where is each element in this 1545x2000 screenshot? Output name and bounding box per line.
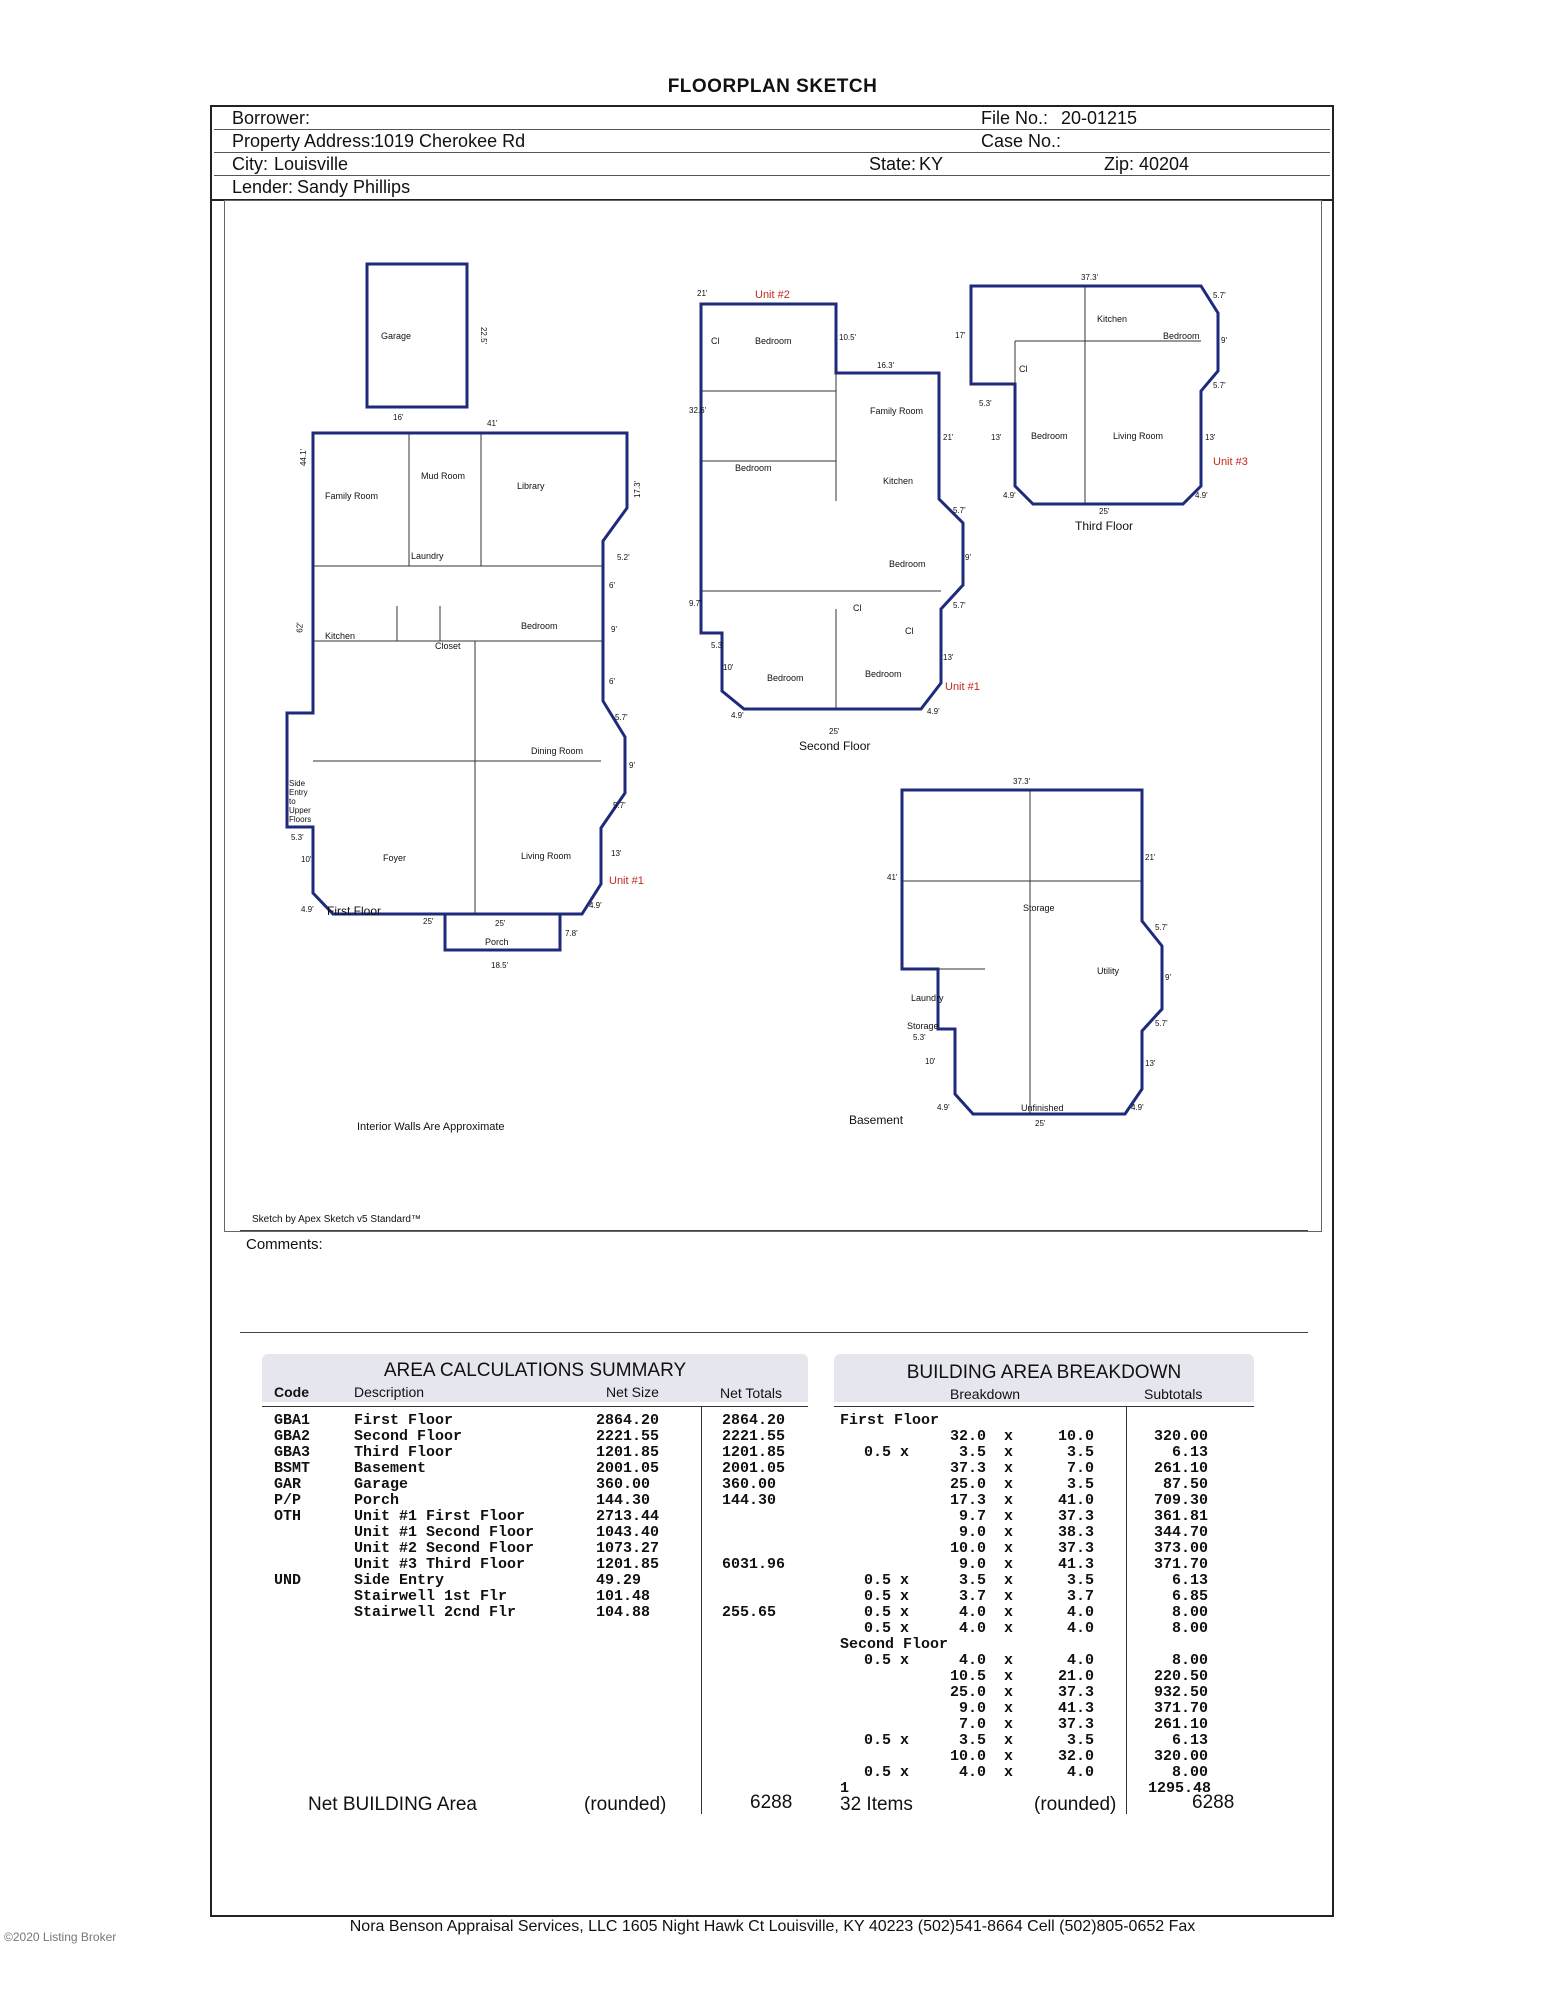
room-bsmt-utility: Utility xyxy=(1097,966,1119,976)
room-family-room-1: Family Room xyxy=(325,491,379,501)
room-library: Library xyxy=(517,481,545,491)
breakdown-factor: 0.5 x xyxy=(864,1620,910,1637)
dim-tf: 4.9' xyxy=(1195,491,1208,500)
dim-ff: 5.7' xyxy=(613,801,626,810)
col-code: Code xyxy=(274,1384,309,1400)
breakdown-times: x xyxy=(1004,1700,1014,1717)
summary-description: Unit #1 First Floor xyxy=(354,1508,526,1525)
breakdown-factor: 0.5 x xyxy=(864,1604,910,1621)
breakdown-dim-b: 37.3 xyxy=(1057,1716,1094,1733)
summary-description: Unit #1 Second Floor xyxy=(354,1524,535,1541)
breakdown-dim-a: 10.0 xyxy=(949,1540,986,1557)
room-laundry: Laundry xyxy=(411,551,444,561)
dim-tf: 5.7' xyxy=(1213,381,1226,390)
closet-label: Cl xyxy=(905,626,914,636)
dim-ff: 16' xyxy=(393,413,404,422)
summary-net-size: 1073.27 xyxy=(596,1540,660,1557)
breakdown-subtotal: 932.50 xyxy=(1153,1684,1208,1701)
room-kitchen-1: Kitchen xyxy=(325,631,356,641)
summary-net-size: 1201.85 xyxy=(596,1556,660,1573)
summary-code: OTH xyxy=(274,1508,302,1525)
breakdown-dim-a: 9.0 xyxy=(958,1700,986,1717)
net-building-area-label: Net BUILDING Area xyxy=(308,1794,477,1815)
dim-tf: 9' xyxy=(1221,336,1227,345)
breakdown-dim-a: 4.0 xyxy=(958,1764,986,1781)
area-summary-panel xyxy=(262,1354,808,1828)
dim-sf: 9' xyxy=(965,553,971,562)
breakdown-times: x xyxy=(1004,1524,1014,1541)
breakdown-dim-a: 3.5 xyxy=(958,1572,986,1589)
dim-bs: 5.7' xyxy=(1155,1019,1168,1028)
dim-sf: 9.7' xyxy=(689,599,702,608)
dim-bs: 25' xyxy=(1035,1119,1046,1128)
breakdown-times: x xyxy=(1004,1476,1014,1493)
label-first-floor: First Floor xyxy=(327,904,381,918)
dim-bs: 5.3' xyxy=(913,1033,926,1042)
room-porch: Porch xyxy=(485,937,509,947)
breakdown-times: x xyxy=(1004,1604,1014,1621)
room-mud-room: Mud Room xyxy=(421,471,466,481)
summary-net-size: 49.29 xyxy=(596,1572,642,1589)
room-foyer: Foyer xyxy=(383,853,407,863)
col-breakdown: Breakdown xyxy=(950,1386,1021,1402)
summary-net-size: 104.88 xyxy=(596,1604,651,1621)
breakdown-subtotal: 361.81 xyxy=(1153,1508,1208,1525)
lender-label: Lender: xyxy=(232,177,294,197)
breakdown-times: x xyxy=(1004,1540,1014,1557)
room-side-entry: Side Entry to Upper Floors xyxy=(289,779,312,824)
breakdown-subtotal: 709.30 xyxy=(1153,1492,1208,1509)
breakdown-dim-b: 32.0 xyxy=(1057,1748,1094,1765)
breakdown-rounded-label: (rounded) xyxy=(1034,1794,1117,1815)
breakdown-subtotal: 371.70 xyxy=(1153,1556,1208,1573)
summary-description: Unit #2 Second Floor xyxy=(354,1540,535,1557)
zip-label: Zip: xyxy=(1104,154,1135,174)
room-3f-bedroom-a: Bedroom xyxy=(1163,331,1200,341)
room-living-room-1: Living Room xyxy=(521,851,572,861)
breakdown-times: x xyxy=(1004,1508,1014,1525)
floorplan-drawing xyxy=(225,201,1323,1233)
breakdown-times: x xyxy=(1004,1620,1014,1637)
breakdown-dim-a: 3.5 xyxy=(958,1732,986,1749)
breakdown-subtotal: 320.00 xyxy=(1153,1428,1208,1445)
breakdown-factor: 0.5 x xyxy=(864,1652,910,1669)
dim-sf: 5.7' xyxy=(953,601,966,610)
sketch-area xyxy=(224,200,1322,1232)
room-dining-room: Dining Room xyxy=(531,746,584,756)
header-row-address xyxy=(214,130,1330,153)
room-bsmt-storage-2: Storage xyxy=(907,1021,939,1031)
breakdown-subtotal: 261.10 xyxy=(1153,1716,1208,1733)
summary-net-total: 1201.85 xyxy=(722,1444,786,1461)
breakdown-times: x xyxy=(1004,1428,1014,1445)
area-breakdown-title: BUILDING AREA BREAKDOWN xyxy=(906,1362,1182,1383)
breakdown-dim-b: 41.0 xyxy=(1057,1492,1094,1509)
closet-label: Cl xyxy=(853,603,862,613)
room-closet: Closet xyxy=(435,641,461,651)
dim-ff: 5.3' xyxy=(291,833,304,842)
dim-sf: 4.9' xyxy=(927,707,940,716)
breakdown-dim-b: 41.3 xyxy=(1057,1700,1094,1717)
summary-net-total: 144.30 xyxy=(722,1492,777,1509)
breakdown-factor: 0.5 x xyxy=(864,1572,910,1589)
summary-description: First Floor xyxy=(354,1412,454,1429)
second-floor-outline xyxy=(701,304,966,709)
col-net-size: Net Size xyxy=(606,1384,659,1400)
summary-net-total: 2864.20 xyxy=(722,1412,786,1429)
breakdown-label: Second Floor xyxy=(840,1636,949,1653)
unit-1-second-floor: Unit #1 xyxy=(945,681,980,693)
dim-bs: 5.7' xyxy=(1155,923,1168,932)
dim-ff: 41' xyxy=(487,419,498,428)
room-bsmt-unfinished: Unfinished xyxy=(1021,1103,1064,1113)
breakdown-factor: 0.5 x xyxy=(864,1444,910,1461)
dim-ff: 5.2' xyxy=(617,553,630,562)
address-value: 1019 Cherokee Rd xyxy=(374,131,526,151)
summary-net-total: 6031.96 xyxy=(722,1556,786,1573)
breakdown-dim-b: 10.0 xyxy=(1057,1428,1094,1445)
header-row-borrower xyxy=(214,107,1330,130)
address-label: Property Address: xyxy=(232,131,376,151)
dim-tf: 5.3' xyxy=(979,399,992,408)
summary-description: Third Floor xyxy=(354,1444,454,1461)
summary-net-total: 2221.55 xyxy=(722,1428,786,1445)
room-2f-bedroom-b: Bedroom xyxy=(735,463,772,473)
breakdown-dim-b: 37.3 xyxy=(1057,1540,1094,1557)
breakdown-dim-a: 37.3 xyxy=(949,1460,986,1477)
page-title: FLOORPLAN SKETCH xyxy=(667,76,878,97)
breakdown-total: 6288 xyxy=(1192,1792,1235,1813)
breakdown-dim-a: 17.3 xyxy=(949,1492,986,1509)
label-basement: Basement xyxy=(849,1113,904,1127)
summary-net-size: 2221.55 xyxy=(596,1428,660,1445)
dim-ff: 6' xyxy=(609,677,615,686)
summary-net-size: 1043.40 xyxy=(596,1524,660,1541)
dim-ff: 62' xyxy=(295,622,305,633)
dim-bs: 4.9' xyxy=(1131,1103,1144,1112)
breakdown-subtotal: 373.00 xyxy=(1153,1540,1208,1557)
footer-contact: Nora Benson Appraisal Services, LLC 1605 Night Hawk Ct Louisville, KY 40223 (502)541-8664 Cell (502)805-0652 Fax xyxy=(349,1918,1196,1935)
breakdown-dim-a: 25.0 xyxy=(949,1684,986,1701)
breakdown-label: First Floor xyxy=(840,1412,940,1429)
summary-description: Stairwell 1st Flr xyxy=(354,1588,508,1605)
dim-tf: 25' xyxy=(1099,507,1110,516)
breakdown-dim-b: 4.0 xyxy=(1066,1652,1094,1669)
breakdown-times: x xyxy=(1004,1764,1014,1781)
dim-sf: 21' xyxy=(697,289,708,298)
breakdown-subtotal: 6.13 xyxy=(1171,1444,1208,1461)
room-garage: Garage xyxy=(381,331,412,341)
dim-bs: 21' xyxy=(1145,853,1156,862)
breakdown-times: x xyxy=(1004,1572,1014,1589)
area-breakdown-panel xyxy=(834,1354,1254,1828)
dim-bs: 37.3' xyxy=(1013,777,1031,786)
summary-net-size: 2864.20 xyxy=(596,1412,660,1429)
breakdown-factor: 0.5 x xyxy=(864,1732,910,1749)
breakdown-times: x xyxy=(1004,1444,1014,1461)
dim-tf: 37.3' xyxy=(1081,273,1099,282)
summary-rule xyxy=(262,1406,808,1407)
dim-ff: 5.7' xyxy=(615,713,628,722)
summary-description: Side Entry xyxy=(354,1572,445,1589)
dim-ff: 7.8' xyxy=(565,929,578,938)
summary-net-size: 101.48 xyxy=(596,1588,651,1605)
breakdown-subtotal: 8.00 xyxy=(1171,1764,1208,1781)
dim-ff: 44.1' xyxy=(299,448,309,467)
label-second-floor: Second Floor xyxy=(799,739,871,753)
dim-ff: 17.3' xyxy=(633,480,643,499)
dim-ff: 13' xyxy=(611,849,622,858)
dim-bs: 10' xyxy=(925,1057,936,1066)
summary-net-total: 2001.05 xyxy=(722,1460,786,1477)
breakdown-dim-b: 37.3 xyxy=(1057,1684,1094,1701)
breakdown-dim-a: 9.7 xyxy=(958,1508,986,1525)
unit-1-first-floor: Unit #1 xyxy=(609,875,644,887)
breakdown-subtotal: 371.70 xyxy=(1153,1700,1208,1717)
room-bedroom-1: Bedroom xyxy=(521,621,558,631)
breakdown-dim-b: 3.5 xyxy=(1066,1476,1094,1493)
dim-ff: 25' xyxy=(495,919,506,928)
breakdown-subtotal: 8.00 xyxy=(1171,1652,1208,1669)
closet-label: Cl xyxy=(711,336,720,346)
breakdown-subtotal: 6.13 xyxy=(1171,1572,1208,1589)
room-bsmt-storage: Storage xyxy=(1023,903,1055,913)
sketch-note: Interior Walls Are Approximate xyxy=(357,1121,505,1133)
room-3f-living-room: Living Room xyxy=(1113,431,1164,441)
summary-code: GAR xyxy=(274,1476,302,1493)
dim-bs: 4.9' xyxy=(937,1103,950,1112)
breakdown-dim-a: 10.5 xyxy=(949,1668,986,1685)
breakdown-dim-a: 3.7 xyxy=(958,1588,986,1605)
dim-sf: 25' xyxy=(829,727,840,736)
dim-sf: 32.6' xyxy=(689,406,707,415)
summary-net-size: 1201.85 xyxy=(596,1444,660,1461)
dim-bs: 9' xyxy=(1165,973,1171,982)
breakdown-subtotal: 6.13 xyxy=(1171,1732,1208,1749)
dim-ff: 22.5' xyxy=(479,326,489,345)
summary-description: Stairwell 2cnd Flr xyxy=(354,1604,517,1621)
dim-ff: 10' xyxy=(301,855,312,864)
breakdown-times: x xyxy=(1004,1556,1014,1573)
breakdown-column-rule xyxy=(1126,1406,1127,1814)
breakdown-dim-a: 32.0 xyxy=(949,1428,986,1445)
sketch-credit: Sketch by Apex Sketch v5 Standard™ xyxy=(252,1214,421,1225)
breakdown-times: x xyxy=(1004,1652,1014,1669)
first-floor-outline xyxy=(287,433,627,914)
breakdown-times: x xyxy=(1004,1732,1014,1749)
breakdown-dim-b: 4.0 xyxy=(1066,1604,1094,1621)
file-no-value: 20-01215 xyxy=(1061,108,1138,128)
breakdown-dim-b: 3.5 xyxy=(1066,1444,1094,1461)
summary-rounded-label: (rounded) xyxy=(584,1794,667,1815)
dim-sf: 5.7' xyxy=(953,506,966,515)
dim-sf: 10.5' xyxy=(839,333,857,342)
closet-label: Cl xyxy=(1019,364,1028,374)
room-bsmt-laundry: Laundry xyxy=(911,993,944,1003)
room-2f-bedroom-a: Bedroom xyxy=(755,336,792,346)
case-no-label: Case No.: xyxy=(981,131,1062,151)
basement-outline xyxy=(902,790,1162,1114)
net-building-area-value: 6288 xyxy=(750,1792,793,1813)
breakdown-dim-a: 4.0 xyxy=(958,1620,986,1637)
header-row-city xyxy=(214,153,1330,176)
breakdown-factor: 0.5 x xyxy=(864,1764,910,1781)
unit-2-label: Unit #2 xyxy=(755,289,790,301)
room-2f-bedroom-e: Bedroom xyxy=(865,669,902,679)
breakdown-dim-a: 3.5 xyxy=(958,1444,986,1461)
breakdown-dim-a: 7.0 xyxy=(958,1716,986,1733)
items-count: 32 Items xyxy=(840,1794,913,1815)
breakdown-dim-b: 21.0 xyxy=(1057,1668,1094,1685)
dim-tf: 13' xyxy=(991,433,1002,442)
dim-ff: 18.5' xyxy=(491,961,509,970)
dim-tf: 13' xyxy=(1205,433,1216,442)
summary-net-size: 2001.05 xyxy=(596,1460,660,1477)
breakdown-times: x xyxy=(1004,1492,1014,1509)
breakdown-subtotal: 344.70 xyxy=(1153,1524,1208,1541)
summary-code: UND xyxy=(274,1572,302,1589)
breakdown-times: x xyxy=(1004,1684,1014,1701)
summary-net-size: 144.30 xyxy=(596,1492,651,1509)
summary-description: Second Floor xyxy=(354,1428,463,1445)
dim-bs: 13' xyxy=(1145,1059,1156,1068)
breakdown-dim-b: 4.0 xyxy=(1066,1620,1094,1637)
watermark: ©2020 Listing Broker xyxy=(4,1930,117,1944)
breakdown-dim-b: 38.3 xyxy=(1057,1524,1094,1541)
dim-tf: 5.7' xyxy=(1213,291,1226,300)
zip-value: 40204 xyxy=(1139,154,1190,174)
dim-sf: 16.3' xyxy=(877,361,895,370)
room-2f-bedroom-d: Bedroom xyxy=(767,673,804,683)
summary-description: Unit #3 Third Floor xyxy=(354,1556,526,1573)
breakdown-dim-a: 4.0 xyxy=(958,1652,986,1669)
dim-ff: 9' xyxy=(611,625,617,634)
breakdown-subtotal: 1295.48 xyxy=(1148,1780,1212,1797)
breakdown-dim-b: 4.0 xyxy=(1066,1764,1094,1781)
dim-sf: 5.3' xyxy=(711,641,724,650)
file-no-label: File No.: xyxy=(981,108,1049,128)
breakdown-subtotal: 320.00 xyxy=(1153,1748,1208,1765)
summary-code: GBA1 xyxy=(274,1412,311,1429)
room-3f-bedroom-b: Bedroom xyxy=(1031,431,1068,441)
breakdown-times: x xyxy=(1004,1460,1014,1477)
area-summary-title: AREA CALCULATIONS SUMMARY xyxy=(383,1360,687,1381)
breakdown-factor: 0.5 x xyxy=(864,1588,910,1605)
header-row-lender xyxy=(214,176,1330,199)
summary-code: GBA2 xyxy=(274,1428,311,1445)
dim-ff: 6' xyxy=(609,581,615,590)
comments-bottom-rule xyxy=(240,1332,1308,1333)
room-3f-kitchen: Kitchen xyxy=(1097,314,1128,324)
dim-sf: 13' xyxy=(943,653,954,662)
breakdown-subtotal: 87.50 xyxy=(1162,1476,1208,1493)
breakdown-dim-a: 4.0 xyxy=(958,1604,986,1621)
col-net-totals: Net Totals xyxy=(720,1385,782,1401)
label-third-floor: Third Floor xyxy=(1075,519,1134,533)
city-value: Louisville xyxy=(274,154,349,174)
dim-ff: 4.9' xyxy=(301,905,314,914)
summary-net-total: 360.00 xyxy=(722,1476,777,1493)
breakdown-dim-b: 41.3 xyxy=(1057,1556,1094,1573)
dim-sf: 10' xyxy=(723,663,734,672)
summary-description: Garage xyxy=(354,1476,409,1493)
dim-bs: 41' xyxy=(887,873,898,882)
summary-column-rule xyxy=(701,1406,702,1814)
summary-net-size: 2713.44 xyxy=(596,1508,660,1525)
col-description: Description xyxy=(354,1384,425,1400)
breakdown-times: x xyxy=(1004,1668,1014,1685)
breakdown-subtotal: 8.00 xyxy=(1171,1620,1208,1637)
breakdown-times: x xyxy=(1004,1748,1014,1765)
room-2f-bedroom-c: Bedroom xyxy=(889,559,926,569)
dim-sf: 21' xyxy=(943,433,954,442)
dim-ff: 4.9' xyxy=(589,901,602,910)
room-2f-family-room: Family Room xyxy=(870,406,924,416)
breakdown-dim-a: 25.0 xyxy=(949,1476,986,1493)
breakdown-label: 1 xyxy=(840,1780,850,1797)
comments-top-rule xyxy=(240,1230,1308,1231)
breakdown-subtotal: 261.10 xyxy=(1153,1460,1208,1477)
breakdown-dim-b: 3.7 xyxy=(1066,1588,1094,1605)
col-subtotals: Subtotals xyxy=(1144,1386,1203,1402)
summary-code: P/P xyxy=(274,1492,302,1509)
summary-net-total: 255.65 xyxy=(722,1604,777,1621)
summary-code: BSMT xyxy=(274,1460,311,1477)
borrower-label: Borrower: xyxy=(232,108,311,128)
summary-description: Basement xyxy=(354,1460,427,1477)
breakdown-rule xyxy=(834,1406,1254,1407)
comments-label: Comments: xyxy=(246,1236,323,1253)
breakdown-subtotal: 220.50 xyxy=(1153,1668,1208,1685)
breakdown-subtotal: 6.85 xyxy=(1171,1588,1208,1605)
unit-3-label: Unit #3 xyxy=(1213,456,1248,468)
summary-description: Porch xyxy=(354,1492,400,1509)
breakdown-dim-b: 7.0 xyxy=(1066,1460,1094,1477)
breakdown-dim-b: 3.5 xyxy=(1066,1732,1094,1749)
dim-ff: 9' xyxy=(629,761,635,770)
dim-sf: 4.9' xyxy=(731,711,744,720)
lender-value: Sandy Phillips xyxy=(297,177,411,197)
third-floor-outline xyxy=(971,286,1218,504)
breakdown-times: x xyxy=(1004,1716,1014,1733)
city-label: City: xyxy=(232,154,268,174)
breakdown-dim-b: 3.5 xyxy=(1066,1572,1094,1589)
dim-tf: 4.9' xyxy=(1003,491,1016,500)
breakdown-dim-a: 10.0 xyxy=(949,1748,986,1765)
breakdown-dim-a: 9.0 xyxy=(958,1524,986,1541)
breakdown-dim-b: 37.3 xyxy=(1057,1508,1094,1525)
breakdown-subtotal: 8.00 xyxy=(1171,1604,1208,1621)
state-label: State: xyxy=(869,154,917,174)
room-2f-kitchen: Kitchen xyxy=(883,476,914,486)
breakdown-dim-a: 9.0 xyxy=(958,1556,986,1573)
dim-ff: 25' xyxy=(423,917,434,926)
summary-code: GBA3 xyxy=(274,1444,311,1461)
summary-net-size: 360.00 xyxy=(596,1476,651,1493)
breakdown-times: x xyxy=(1004,1588,1014,1605)
state-value: KY xyxy=(919,154,944,174)
dim-tf: 17' xyxy=(955,331,966,340)
